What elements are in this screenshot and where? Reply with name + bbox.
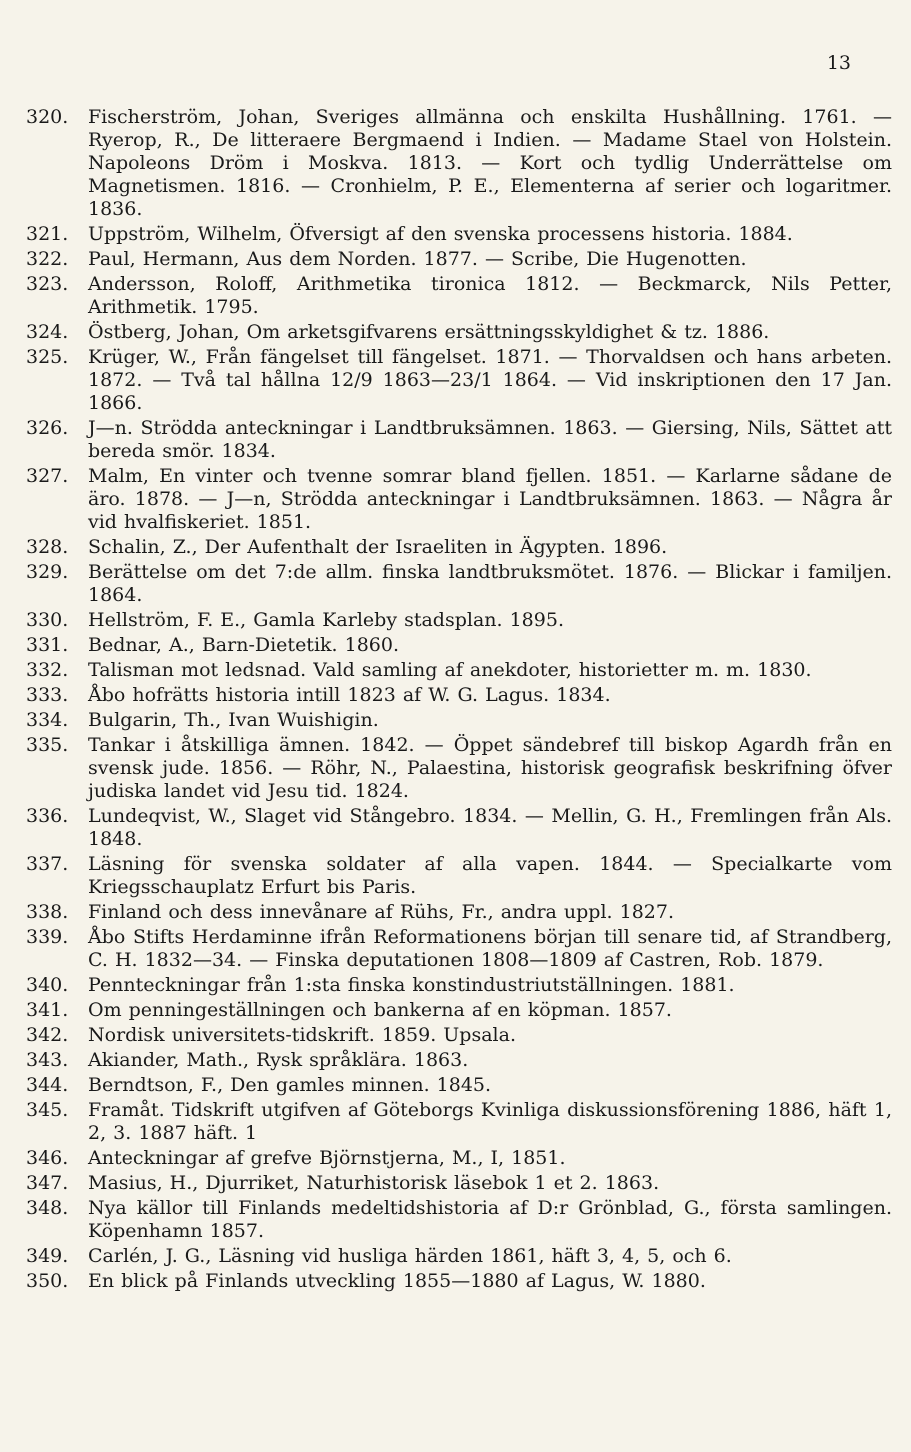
list-item — [26, 106, 892, 221]
entry-number: 344. — [26, 1074, 69, 1096]
entry-text: Om penningeställningen och bankerna af en köpman. 1857. — [88, 999, 672, 1021]
list-item — [26, 709, 892, 732]
entry-text: Fischerström, Johan, Sveriges allmänna och enskilta Hushållning. 1761. — Ryerop, R., De litteraere Bergmaend i Indien. — Madame Stael von Holstein. Napoleons Dröm i Moskva. 1813. — Kort och tydlig Underrättelse om Magnetismen. 1816. — Cronhielm, P. E., Elementerna af serier och logaritmer. 1836. — [88, 106, 892, 220]
entry-text: Berndtson, F., Den gamles minnen. 1845. — [88, 1074, 492, 1096]
list-item — [26, 659, 892, 682]
list-item — [26, 1172, 892, 1195]
entry-number: 323. — [26, 273, 69, 295]
entry-number: 334. — [26, 709, 69, 731]
list-item — [26, 926, 892, 972]
list-item — [26, 609, 892, 632]
entry-number: 326. — [26, 417, 69, 439]
list-item — [26, 1147, 892, 1170]
entry-number: 343. — [26, 1049, 69, 1071]
entry-text: Carlén, J. G., Läsning vid husliga härden 1861, häft 3, 4, 5, och 6. — [88, 1245, 732, 1267]
entry-text: Åbo hofrätts historia intill 1823 af W. G. Lagus. 1834. — [88, 684, 611, 706]
entry-number: 347. — [26, 1172, 69, 1194]
entry-text: Uppström, Wilhelm, Öfversigt af den svenska processens historia. 1884. — [88, 223, 793, 245]
list-item — [26, 1245, 892, 1268]
list-item — [26, 634, 892, 657]
entry-text: Östberg, Johan, Om arketsgifvarens ersättningsskyldighet & tz. 1886. — [88, 321, 770, 343]
entry-text: Masius, H., Djurriket, Naturhistorisk läsebok 1 et 2. 1863. — [88, 1172, 660, 1194]
entry-text: Krüger, W., Från fängelset till fängelset. 1871. — Thorvaldsen och hans arbeten. 1872. — Två tal hållna 12/9 1863—23/1 1864. — Vid inskriptionen den 17 Jan. 1866. — [88, 346, 892, 414]
entry-number: 336. — [26, 805, 69, 827]
entry-number: 324. — [26, 321, 69, 343]
list-item — [26, 1049, 892, 1072]
entry-text: Finland och dess innevånare af Rühs, Fr., andra uppl. 1827. — [88, 901, 675, 923]
entry-number: 349. — [26, 1245, 69, 1267]
list-item — [26, 684, 892, 707]
entry-number: 320. — [26, 106, 69, 128]
entry-text: Akiander, Math., Rysk språklära. 1863. — [88, 1049, 469, 1071]
list-item — [26, 273, 892, 319]
entry-text: Paul, Hermann, Aus dem Norden. 1877. — Scribe, Die Hugenotten. — [88, 248, 747, 270]
entry-text: Lundeqvist, W., Slaget vid Stångebro. 1834. — Mellin, G. H., Fremlingen från Als. 1848. — [88, 805, 892, 850]
entry-number: 328. — [26, 536, 69, 558]
list-item — [26, 465, 892, 534]
list-item — [26, 1099, 892, 1145]
list-item — [26, 734, 892, 803]
entry-number: 345. — [26, 1099, 69, 1121]
entry-number: 348. — [26, 1197, 69, 1219]
entry-text: Nya källor till Finlands medeltidshistoria af D:r Grönblad, G., första samlingen. Köpenhamn 1857. — [88, 1197, 892, 1242]
entry-number: 339. — [26, 926, 69, 948]
list-item — [26, 853, 892, 899]
entry-text: Bednar, A., Barn-Dietetik. 1860. — [88, 634, 400, 656]
list-item — [26, 1074, 892, 1097]
entry-number: 330. — [26, 609, 69, 631]
entry-text: Anteckningar af grefve Björnstjerna, M., I, 1851. — [88, 1147, 566, 1169]
list-item — [26, 901, 892, 924]
list-item — [26, 561, 892, 607]
entry-text: Pennteckningar från 1:sta finska konstindustriutställningen. 1881. — [88, 974, 735, 996]
entry-number: 329. — [26, 561, 69, 583]
entry-text: Läsning för svenska soldater af alla vapen. 1844. — Specialkarte vom Kriegsschauplatz Erfurt bis Paris. — [88, 853, 892, 898]
list-item — [26, 1197, 892, 1243]
entry-text: Hellström, F. E., Gamla Karleby stadsplan. 1895. — [88, 609, 564, 631]
list-item — [26, 974, 892, 997]
list-item — [26, 999, 892, 1022]
list-item — [26, 536, 892, 559]
entry-text: Nordisk universitets-tidskrift. 1859. Upsala. — [88, 1024, 516, 1046]
entry-number: 331. — [26, 634, 69, 656]
entry-number: 341. — [26, 999, 69, 1021]
page-number: 13 — [826, 52, 851, 74]
entry-number: 338. — [26, 901, 69, 923]
entry-list — [26, 106, 892, 1295]
list-item — [26, 321, 892, 344]
list-item — [26, 223, 892, 246]
entry-number: 333. — [26, 684, 69, 706]
entry-number: 325. — [26, 346, 69, 368]
entry-text: En blick på Finlands utveckling 1855—1880 af Lagus, W. 1880. — [88, 1270, 706, 1292]
list-item — [26, 1270, 892, 1293]
entry-number: 346. — [26, 1147, 69, 1169]
entry-number: 350. — [26, 1270, 69, 1292]
entry-number: 327. — [26, 465, 69, 487]
entry-number: 337. — [26, 853, 69, 875]
list-item — [26, 1024, 892, 1047]
entry-number: 340. — [26, 974, 69, 996]
entry-text: Åbo Stifts Herdaminne ifrån Reformationens början till senare tid, af Strandberg, C. H. 1832—34. — Finska deputationen 1808—1809 af Castren, Rob. 1879. — [88, 926, 892, 971]
entry-text: Framåt. Tidskrift utgifven af Göteborgs Kvinliga diskussionsförening 1886, häft 1, 2, 3. 1887 häft. 1 — [88, 1099, 892, 1144]
entry-number: 321. — [26, 223, 69, 245]
list-item — [26, 248, 892, 271]
entry-number: 342. — [26, 1024, 69, 1046]
entry-text: Bulgarin, Th., Ivan Wuishigin. — [88, 709, 379, 731]
entry-text: Berättelse om det 7:de allm. finska landtbruksmötet. 1876. — Blickar i familjen. 1864. — [88, 561, 892, 606]
entry-text: Talisman mot ledsnad. Vald samling af anekdoter, historietter m. m. 1830. — [88, 659, 812, 681]
entry-text: Malm, En vinter och tvenne somrar bland fjellen. 1851. — Karlarne sådane de äro. 1878. — J—n, Strödda anteckningar i Landtbruksämnen. 1863. — Några år vid hvalfiskeriet. 1851. — [88, 465, 892, 533]
entry-text: Schalin, Z., Der Aufenthalt der Israeliten in Ägypten. 1896. — [88, 536, 668, 558]
entry-text: Andersson, Roloff, Arithmetika tironica 1812. — Beckmarck, Nils Petter, Arithmetik. 1795. — [88, 273, 892, 318]
entry-number: 335. — [26, 734, 69, 756]
entry-text: Tankar i åtskilliga ämnen. 1842. — Öppet sändebref till biskop Agardh från en svensk jude. 1856. — Röhr, N., Palaestina, historisk geografisk beskrifning öfver judiska landet vid Jesu tid. 1824. — [88, 734, 892, 802]
list-item — [26, 346, 892, 415]
entry-number: 322. — [26, 248, 69, 270]
entry-text: J—n. Strödda anteckningar i Landtbruksämnen. 1863. — Giersing, Nils, Sättet att bereda smör. 1834. — [88, 417, 892, 462]
list-item — [26, 805, 892, 851]
entry-number: 332. — [26, 659, 69, 681]
list-item — [26, 417, 892, 463]
